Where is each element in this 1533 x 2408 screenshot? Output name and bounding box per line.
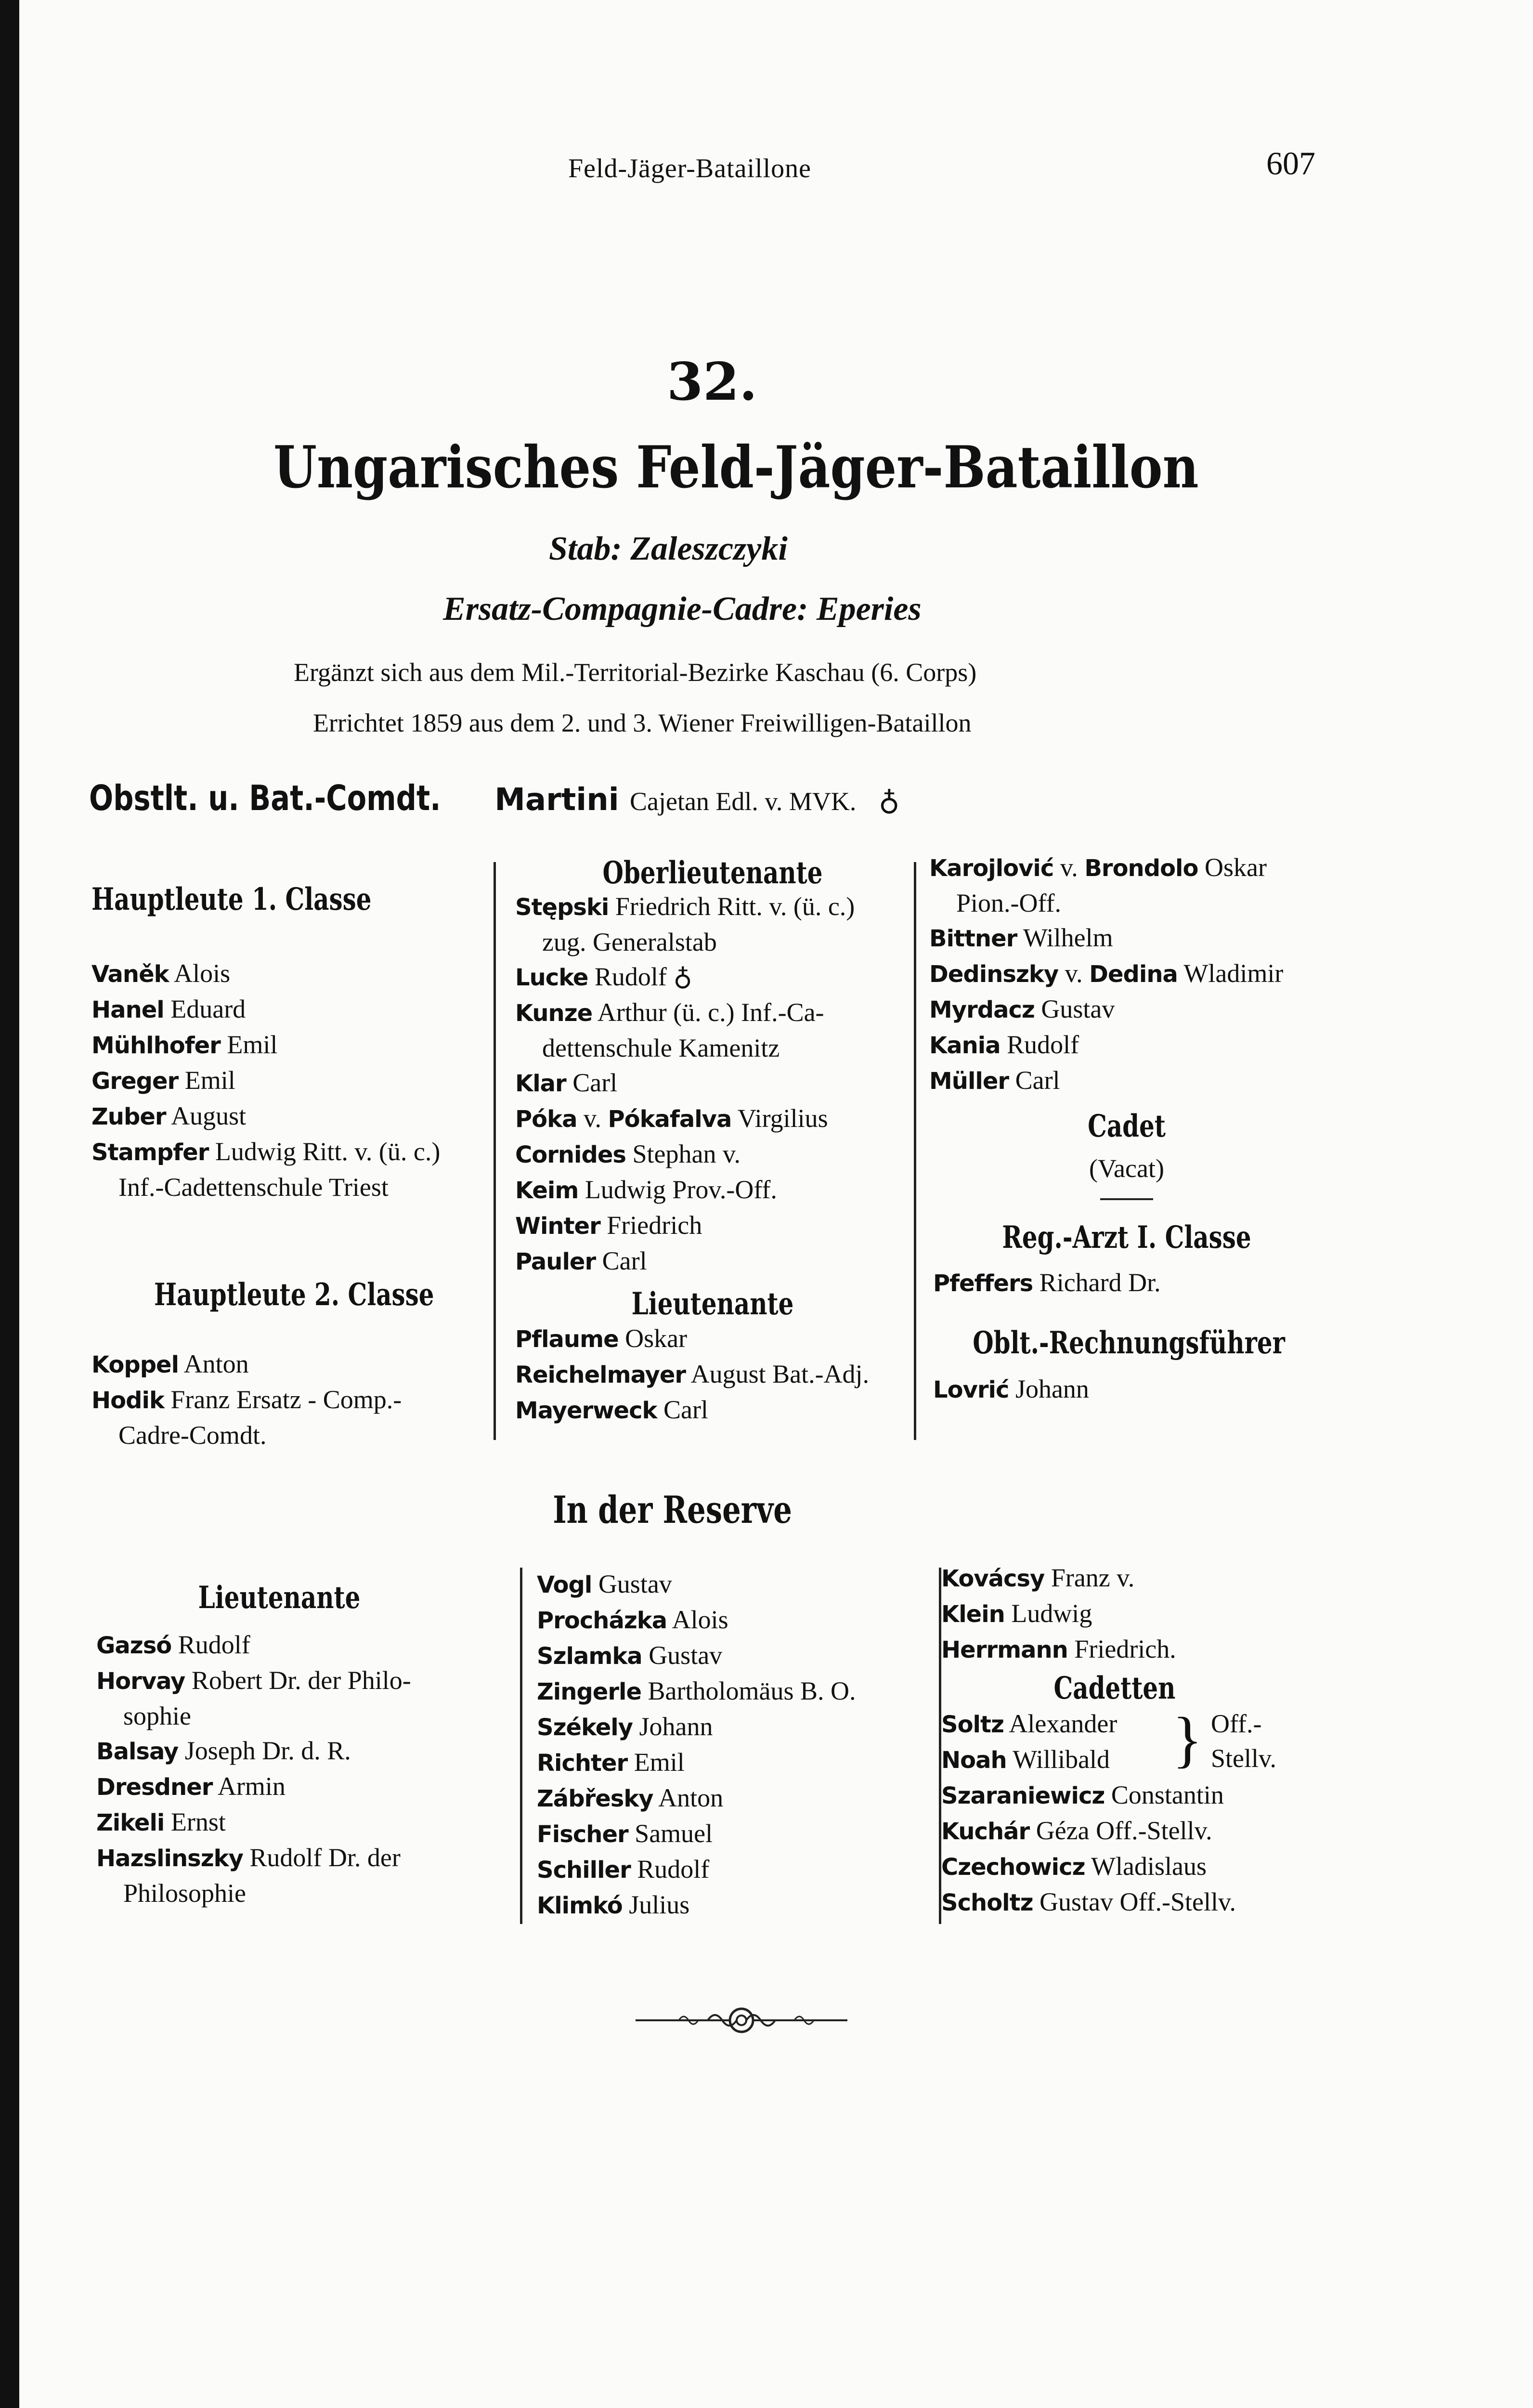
entry-continuation: zug. Generalstab (542, 928, 717, 956)
list-entry (941, 1742, 1365, 1778)
person-details: Bartholomäus B. O. (648, 1676, 856, 1705)
person-surname: Székely (537, 1714, 633, 1741)
column-divider (494, 862, 496, 1440)
list-entry (941, 1632, 1365, 1667)
column-divider (520, 1568, 522, 1924)
person-surname: Greger (91, 1068, 179, 1095)
list-entry (515, 1137, 910, 1172)
person-surname: Stępski (515, 894, 609, 921)
person-surname: Szlamka (537, 1643, 642, 1670)
person-details: Rudolf (637, 1855, 710, 1884)
person-surname: Klimkó (537, 1892, 623, 1919)
list-entry (537, 1745, 936, 1780)
person-details: Rudolf Dr. der (249, 1843, 401, 1872)
person-surname: Noah (941, 1747, 1007, 1774)
list-reserve-3 (941, 1560, 1365, 1667)
person-surname: Scholtz (941, 1889, 1033, 1916)
brace-tag-2: Stellv. (1211, 1744, 1277, 1773)
person-details: Oskar (625, 1324, 688, 1353)
person-details: Alois (174, 959, 231, 988)
entry-continuation: dettenschule Kamenitz (542, 1034, 780, 1062)
list-hauptleute-2 (91, 1347, 491, 1453)
erganzt-line: Ergänzt sich aus dem Mil.-Territorial-Bezirke Kaschau (6. Corps) (294, 658, 977, 687)
list-entry (96, 1733, 515, 1769)
list-entry (929, 850, 1372, 920)
list-entry (537, 1780, 936, 1816)
person-details: Rudolf (1007, 1030, 1079, 1059)
person-details: Julius (629, 1890, 690, 1919)
person-surname: Pfeffers (933, 1270, 1033, 1297)
scan-edge (0, 0, 19, 2408)
stab-line: Stab: Zaleszczyki (549, 530, 788, 567)
heading-hauptleute-1: Hauptleute 1. Classe (91, 881, 372, 917)
person-surname: Koppel (91, 1351, 179, 1378)
list-entry (537, 1887, 936, 1923)
list-entry (515, 1101, 910, 1137)
person-surname: Procházka (537, 1607, 667, 1634)
person-surname: Balsay (96, 1738, 179, 1765)
list-entry (933, 1265, 1372, 1301)
person-surname: Dresdner (96, 1774, 213, 1801)
person-surname: Mühlhofer (91, 1032, 221, 1059)
person-details: Wladislaus (1091, 1852, 1207, 1881)
list-entry (929, 920, 1372, 956)
person-predicate: Brondolo (1084, 855, 1198, 882)
list-entry (537, 1602, 936, 1638)
person-details: Johann (639, 1712, 713, 1741)
person-surname: Fischer (537, 1821, 628, 1848)
list-entry (941, 1596, 1365, 1632)
person-details: Ludwig (1011, 1599, 1092, 1628)
ornament-divider (636, 2003, 847, 2037)
heading-hauptleute-2: Hauptleute 2. Classe (154, 1277, 434, 1313)
person-surname: Dedinszky (929, 961, 1059, 988)
list-entry (91, 956, 491, 992)
person-details: v. (1065, 959, 1090, 988)
person-details: August (171, 1101, 247, 1130)
list-entry (96, 1769, 515, 1805)
person-details: Gustav Off.-Stellv. (1039, 1887, 1236, 1916)
person-surname: Gazsó (96, 1632, 172, 1659)
heading-lieutenante: Lieutenante (631, 1286, 794, 1322)
person-details: Johann (1015, 1374, 1089, 1403)
person-surname: Myrdacz (929, 996, 1035, 1023)
reserve-column-3 (941, 1560, 1365, 1920)
person-surname: Reichelmayer (515, 1361, 686, 1388)
commander-rank: Obstlt. u. Bat.-Comdt. (89, 778, 441, 818)
decoration-icon: ♁ (878, 785, 900, 816)
person-surname: Mayerweck (515, 1397, 657, 1424)
person-details: Armin (217, 1772, 286, 1801)
list-entry (91, 1382, 491, 1453)
list-reserve-2 (537, 1567, 936, 1923)
person-predicate: Dedina (1089, 961, 1178, 988)
list-reserve-lieutenante (96, 1627, 515, 1911)
list-entry (96, 1840, 515, 1911)
rechnungsfuehrer-entry (933, 1372, 1372, 1407)
entry-continuation: sophie (123, 1701, 191, 1730)
person-surname: Müller (929, 1068, 1009, 1095)
person-details-2: Virgilius (731, 1104, 828, 1133)
person-details: Emil (227, 1030, 278, 1059)
list-entry (515, 1208, 910, 1243)
person-surname: Zábřesky (537, 1785, 653, 1812)
list-entry (515, 995, 910, 1065)
list-entry (91, 1099, 491, 1134)
brace-group (941, 1706, 1365, 1778)
person-details: Joseph Dr. d. R. (184, 1736, 351, 1765)
person-details: Anton (183, 1349, 249, 1378)
battalion-number: 32. (667, 352, 757, 412)
errichtet-line: Errichtet 1859 aus dem 2. und 3. Wiener Freiwilligen-Bataillon (313, 708, 972, 737)
list-entry (929, 1027, 1372, 1063)
person-details: Friedrich (607, 1211, 702, 1240)
page (19, 0, 1533, 2408)
commander-name: Martini (494, 782, 619, 818)
person-details: Carl (602, 1246, 647, 1275)
list-entry (515, 1243, 910, 1279)
battalion-title: Ungarisches Feld-Jäger-Bataillon (273, 433, 1199, 501)
list-entry (537, 1852, 936, 1887)
entry-continuation: Pion.-Off. (956, 889, 1062, 917)
list-entry (941, 1560, 1365, 1596)
page-number: 607 (1266, 145, 1315, 182)
person-details: Anton (658, 1783, 724, 1812)
list-entry (537, 1709, 936, 1745)
list-entry (929, 992, 1372, 1027)
heading-cadetten: Cadetten (1053, 1670, 1176, 1706)
person-details: Carl (663, 1395, 708, 1424)
short-rule (1100, 1198, 1153, 1200)
person-surname: Hanel (91, 996, 164, 1023)
person-details: Constantin (1111, 1780, 1224, 1809)
person-surname: Lovrić (933, 1376, 1009, 1403)
list-hauptleute-1 (91, 956, 491, 1204)
list-entry (941, 1778, 1365, 1813)
person-details: Alexander (1009, 1709, 1117, 1738)
person-surname: Cornides (515, 1141, 626, 1168)
person-surname: Keim (515, 1177, 579, 1204)
reserve-column-1 (96, 1580, 515, 1911)
heading-rechnungsfuehrer: Oblt.-Rechnungsführer (973, 1325, 1285, 1361)
person-details: Emil (184, 1066, 235, 1095)
list-entry (96, 1805, 515, 1840)
running-title: Feld-Jäger-Bataillone (568, 154, 812, 183)
person-surname: Kuchár (941, 1818, 1030, 1845)
person-surname: Kovácsy (941, 1565, 1045, 1592)
person-surname: Zingerle (537, 1678, 642, 1705)
person-details: Arthur (ü. c.) Inf.-Ca- (597, 998, 824, 1027)
list-entry (537, 1567, 936, 1602)
cadet-vacat: (Vacat) (1089, 1154, 1164, 1183)
column-hauptleute (91, 867, 491, 1453)
person-surname: Kania (929, 1032, 1000, 1059)
person-surname: Póka (515, 1106, 577, 1133)
person-details: Ernst (170, 1807, 226, 1836)
list-entry (515, 1321, 910, 1357)
list-entry (933, 1372, 1372, 1407)
person-surname: Hodik (91, 1387, 164, 1414)
commander-line (89, 778, 900, 818)
list-entry (91, 1063, 491, 1099)
person-details: Franz Ersatz - Comp.- (170, 1385, 402, 1414)
list-entry (537, 1816, 936, 1852)
person-surname: Pauler (515, 1248, 596, 1275)
reserve-column-2 (537, 1567, 936, 1923)
person-surname: Stampfer (91, 1139, 209, 1166)
list-entry (941, 1885, 1365, 1920)
list-entry (96, 1663, 515, 1733)
list-entry (96, 1627, 515, 1663)
brace-tag-1: Off.- (1211, 1709, 1262, 1738)
list-entry (941, 1813, 1365, 1849)
person-surname: Zikeli (96, 1809, 165, 1836)
list-entry (929, 956, 1372, 992)
person-surname: Klar (515, 1070, 566, 1097)
entry-continuation: Cadre-Comdt. (118, 1421, 267, 1450)
person-predicate: Pókafalva (608, 1106, 732, 1133)
list-entry (537, 1674, 936, 1709)
person-surname: Bittner (929, 925, 1017, 952)
person-details: Carl (572, 1068, 618, 1097)
person-details: Richard Dr. (1039, 1268, 1161, 1297)
column-oberlieutenante (515, 855, 910, 1428)
list-entry (515, 1172, 910, 1208)
list-entry (515, 1065, 910, 1101)
list-entry (515, 889, 910, 959)
person-surname: Karojlović (929, 855, 1054, 882)
person-details: Ludwig Ritt. v. (ü. c.) (215, 1137, 441, 1166)
entry-continuation: Inf.-Cadettenschule Triest (118, 1173, 389, 1202)
person-surname: Zuber (91, 1103, 166, 1130)
list-oberlieutenante-cont (929, 850, 1372, 1099)
person-details: Gustav (598, 1570, 672, 1598)
person-details: Eduard (170, 995, 246, 1023)
list-entry (91, 1027, 491, 1063)
person-details: Wilhelm (1023, 923, 1113, 952)
person-surname: Soltz (941, 1711, 1004, 1738)
person-details: Gustav (1041, 995, 1115, 1023)
person-details: Friedrich Ritt. v. (ü. c.) (615, 892, 855, 921)
column-right (929, 850, 1372, 1407)
person-details-2: Wladimir (1177, 959, 1284, 988)
person-surname: Czechowicz (941, 1854, 1085, 1881)
person-details: Emil (634, 1748, 685, 1777)
list-entry (515, 1392, 910, 1428)
person-details: Ludwig Prov.-Off. (585, 1175, 777, 1204)
person-surname: Richter (537, 1750, 628, 1777)
person-surname: Schiller (537, 1857, 631, 1884)
person-surname: Winter (515, 1213, 600, 1240)
person-details: Willibald (1013, 1745, 1110, 1774)
person-details: Carl (1015, 1066, 1060, 1095)
person-details: Géza Off.-Stellv. (1036, 1816, 1212, 1845)
heading-cadet: Cadet (1088, 1108, 1166, 1144)
person-surname: Horvay (96, 1668, 185, 1695)
heading-oberlieutenante: Oberlieutenante (602, 855, 823, 891)
list-entry (515, 959, 910, 995)
person-surname: Kunze (515, 1000, 593, 1027)
person-surname: Hazslinszky (96, 1845, 243, 1872)
person-details: Franz v. (1051, 1563, 1135, 1592)
person-details: Samuel (635, 1819, 713, 1848)
commander-rest: Cajetan Edl. v. MVK. (630, 787, 857, 816)
list-entry (929, 1063, 1372, 1099)
list-entry (91, 1134, 491, 1204)
heading-reg-arzt: Reg.-Arzt I. Classe (1002, 1219, 1251, 1256)
person-details: Rudolf ♁ (594, 962, 692, 991)
list-entry (941, 1706, 1365, 1742)
person-details: Robert Dr. der Philo- (191, 1666, 411, 1695)
column-divider (914, 862, 916, 1440)
person-details: Friedrich. (1074, 1635, 1176, 1663)
person-details: Gustav (649, 1641, 723, 1670)
person-details: Alois (672, 1605, 728, 1634)
ersatz-line: Ersatz-Compagnie-Cadre: Eperies (443, 590, 922, 628)
person-surname: Klein (941, 1601, 1005, 1628)
person-surname: Vaněk (91, 961, 169, 988)
person-details: August Bat.-Adj. (690, 1360, 870, 1388)
list-entry (91, 992, 491, 1027)
person-details: v. (1060, 853, 1085, 882)
person-details-2: Oskar (1198, 853, 1267, 882)
heading-reserve: In der Reserve (553, 1488, 792, 1532)
list-entry (515, 1357, 910, 1392)
list-entry (941, 1849, 1365, 1885)
person-surname: Pflaume (515, 1326, 619, 1353)
reg-arzt-entry (933, 1265, 1372, 1301)
heading-reserve-lieutenante: Lieutenante (198, 1580, 361, 1616)
list-lieutenante (515, 1321, 910, 1428)
brace-icon: } (1172, 1705, 1203, 1774)
entry-continuation: Philosophie (123, 1879, 247, 1908)
list-oberlieutenante (515, 889, 910, 1279)
person-details: Stephan v. (632, 1139, 741, 1168)
person-surname: Vogl (537, 1571, 592, 1598)
person-details: Rudolf (178, 1630, 250, 1659)
person-details: v. (583, 1104, 608, 1133)
list-entry (91, 1347, 491, 1382)
person-surname: Szaraniewicz (941, 1782, 1105, 1809)
person-surname: Herrmann (941, 1636, 1068, 1663)
person-surname: Lucke (515, 964, 588, 991)
list-entry (537, 1638, 936, 1674)
